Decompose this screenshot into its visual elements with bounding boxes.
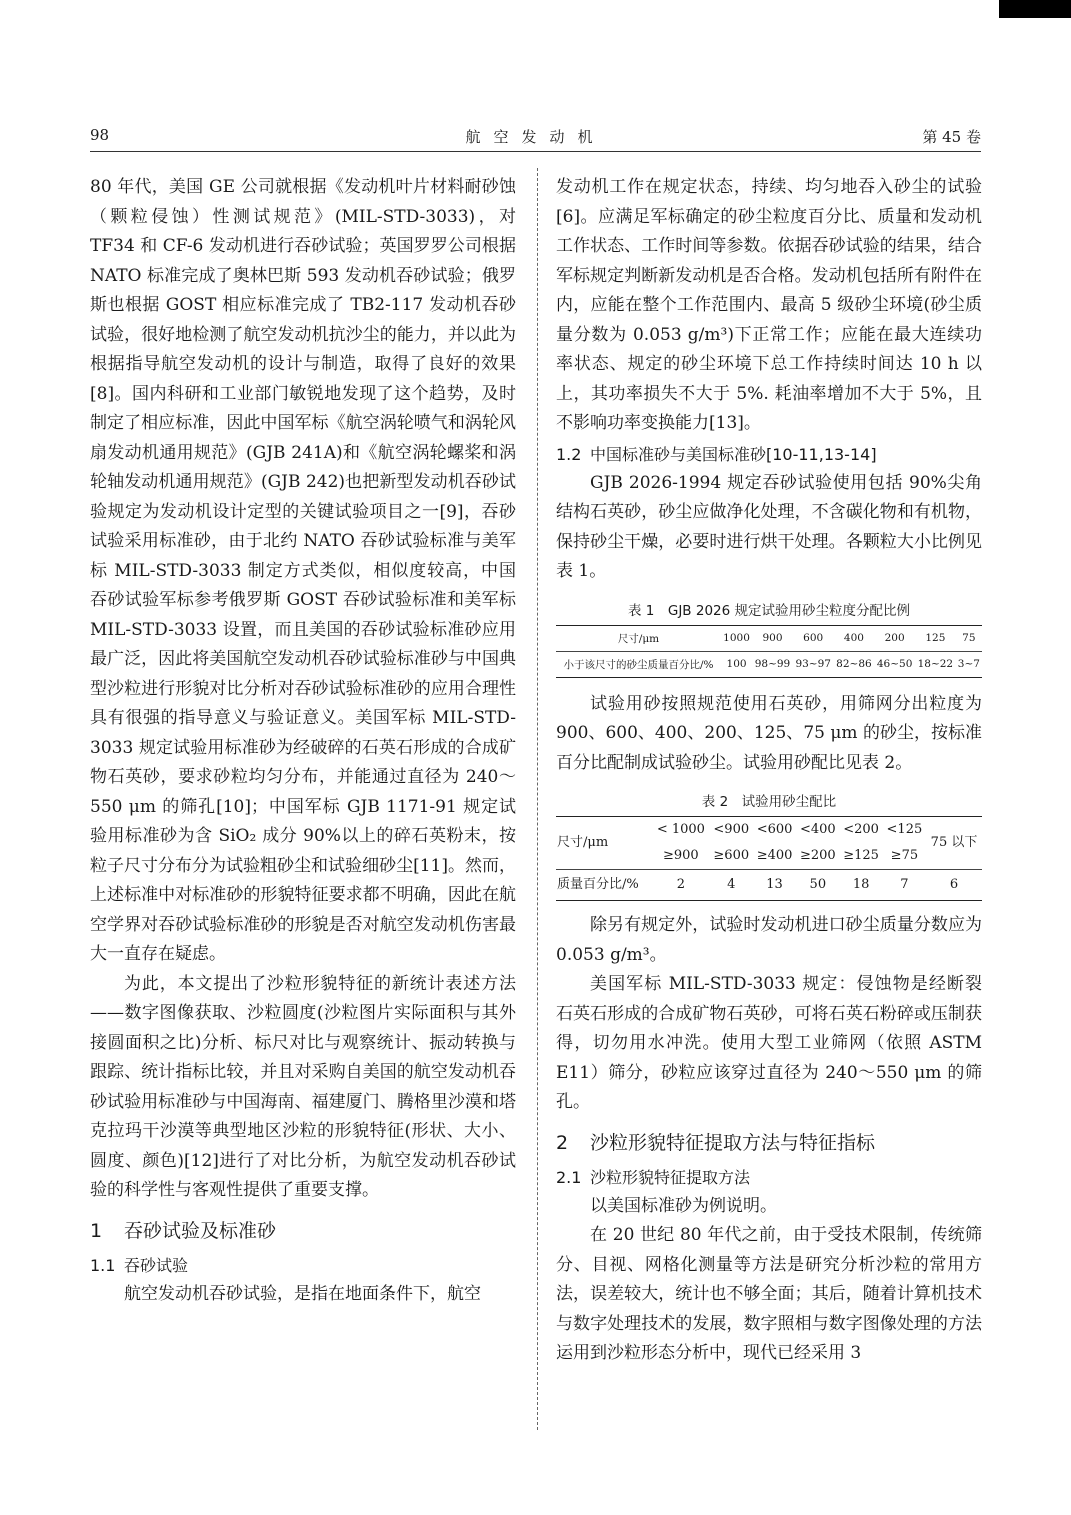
table-cell: <600	[753, 817, 796, 844]
subsection-heading-1-1	[90, 1252, 516, 1280]
table-1	[556, 625, 982, 678]
subsection-number: 1.2	[556, 444, 582, 464]
table-cell: 93~97	[793, 651, 834, 677]
table-cell: ≥900	[652, 843, 710, 870]
section-heading-2	[556, 1128, 982, 1158]
section-number: 2	[556, 1131, 569, 1154]
table-cell-label: 尺寸/μm	[556, 817, 652, 870]
table-cell: 6	[926, 870, 982, 901]
table-cell: 400	[834, 625, 875, 651]
table-cell: 13	[753, 870, 796, 901]
table-cell: 75 以下	[926, 817, 982, 870]
section-title: 沙粒形貌特征提取方法与特征指标	[590, 1131, 876, 1154]
table-2	[556, 816, 982, 901]
table-cell: <400	[796, 817, 839, 844]
left-column	[90, 173, 516, 1309]
table-cell: 82~86	[834, 651, 875, 677]
table-cell: < 1000	[652, 817, 710, 844]
column-divider	[537, 168, 538, 1430]
table-cell: 2	[652, 870, 710, 901]
subsection-number: 2.1	[556, 1167, 582, 1187]
table-cell: 18	[839, 870, 882, 901]
paragraph: GJB 2026-1994 规定吞砂试验使用包括 90%尖角结构石英砂，砂尘应做净化处理，不含碳化物和有机物，保持砂尘干燥，必要时进行烘干处理。各颗粒大小比例见表 1。	[556, 472, 982, 581]
subsection-title: 吞砂试验	[124, 1255, 189, 1275]
running-header	[90, 126, 981, 152]
paragraph: 为此，本文提出了沙粒形貌特征的新统计表述方法——数字图像获取、沙粒圆度(沙粒图片实际面积与其外接圆面积之比)分析、标尺对比与观察统计、振动转换与跟踪、统计指标比较，并且对采购自美国的航空发动机吞砂试验用标准砂与中国海南、福建厦门、腾格里沙漠和塔克拉玛干沙漠等典型地区沙粒的形貌特征(形状、大小、圆度、颜色)[12]进行了对比分析，为航空发动机吞砂试验的科学性与客观性提供了重要支撑。	[90, 973, 516, 1200]
paragraph: 以美国标准砂为例说明。	[590, 1195, 777, 1216]
subsection-number: 1.1	[90, 1255, 116, 1275]
table-cell: ≥125	[839, 843, 882, 870]
table-cell-label: 小于该尺寸的砂尘质量百分比/%	[556, 651, 721, 677]
paragraph: 80 年代，美国 GE 公司就根据《发动机叶片材料耐砂蚀（颗粒侵蚀）性测试规范》(MIL-STD-3033)，对 TF34 和 CF-6 发动机进行吞砂试验；英国罗罗公司根据 NATO 标准完成了奥林巴斯 593 发动机吞砂试验；俄罗斯也根据 GOST 相应标准完成了 TB2-117 发动机吞砂试验，很好地检测了航空发动机抗沙尘的能力，并以此为根据指导航空发动机的设计与制造，取得了良好的效果[8]。国内科研和工业部门敏锐地发现了这个趋势，及时制定了相应标准，因此中国军标《航空涡轮喷气和涡轮风扇发动机通用规范》(GJB 241A)和《航空涡轮螺桨和涡轮轴发动机通用规范》(GJB 242)也把新型发动机吞砂试验规定为发动机设计定型的关键试验项目之一[9]，吞砂试验采用标准砂，由于北约 NATO 吞砂试验标准与美军标 MIL-STD-3033 制定方式类似，相似度较高，中国吞砂试验军标参考俄罗斯 GOST 吞砂试验标准和美军标 MIL-STD-3033 设置，而且美国的吞砂试验标准砂应用最广泛，因此将美国航空发动机吞砂试验标准砂与中国典型沙粒进行形貌对比分析对吞砂试验标准砂的应用合理性具有很强的指导意义与验证意义。美国军标 MIL-STD-3033 规定试验用标准砂为经破碎的石英石形成的合成矿物石英砂，要求砂粒均匀分布，并能通过直径为 240～550 μm 的筛孔[10]；中国军标 GJB 1171-91 规定试验用标准砂为含 SiO₂ 成分 90%以上的碎石英粉末，按粒子尺寸分布分为试验粗砂尘和试验细砂尘[11]。然而，上述标准中对标准砂的形貌特征要求都不明确，因此在航空学界对吞砂试验标准砂的形貌是否对航空发动机伤害最大一直存在疑虑。	[90, 177, 516, 964]
volume-label: 第 45 卷	[922, 128, 981, 146]
table-cell: 600	[793, 625, 834, 651]
table-cell: 18~22	[915, 651, 956, 677]
table-cell: 125	[915, 625, 956, 651]
table-cell: 98~99	[752, 651, 793, 677]
table-cell: 46~50	[874, 651, 915, 677]
paragraph: 航空发动机吞砂试验，是指在地面条件下，航空	[124, 1283, 481, 1304]
table-cell: ≥75	[883, 843, 926, 870]
table-cell-label: 质量百分比/%	[556, 870, 652, 901]
table-cell: 100	[721, 651, 752, 677]
page-number: 98	[90, 126, 110, 144]
table-1-caption: 表 1 GJB 2026 规定试验用砂尘粒度分配比例	[627, 602, 911, 619]
section-title: 吞砂试验及标准砂	[124, 1219, 277, 1242]
table-cell: ≥200	[796, 843, 839, 870]
paragraph: 发动机工作在规定状态，持续、均匀地吞入砂尘的试验[6]。应满足军标确定的砂尘粒度百分比、质量和发动机工作状态、工作时间等参数。依据吞砂试验的结果，结合军标规定判断新发动机是否合格。发动机包括所有附件在内，应能在整个工作范围内、最高 5 级砂尘环境(砂尘质量分数为 0.053 g/m³)下正常工作；应能在最大连续功率状态、规定的砂尘环境下总工作持续时间达 10 h 以上，其功率损失不大于 5%. 耗油率增加不大于 5%，且不影响功率变换能力[13]。	[556, 177, 982, 433]
table-cell: 50	[796, 870, 839, 901]
table-cell: 7	[883, 870, 926, 901]
table-cell-label: 尺寸/μm	[556, 625, 721, 651]
table-row	[556, 870, 982, 901]
table-cell: 75	[956, 625, 982, 651]
table-cell: <900	[710, 817, 753, 844]
table-cell: ≥600	[710, 843, 753, 870]
table-cell: 4	[710, 870, 753, 901]
paragraph: 除另有规定外，试验时发动机进口砂尘质量分数应为 0.053 g/m³。	[556, 915, 982, 965]
right-column	[556, 173, 982, 1369]
subsection-title: 沙粒形貌特征提取方法	[590, 1167, 751, 1187]
paragraph: 在 20 世纪 80 年代之前，由于受技术限制，传统筛分、目视、网格化测量等方法是研究分析沙粒的常用方法，误差较大，统计也不够全面；其后，随着计算机技术与数字处理技术的发展，数字照相与数字图像处理的方法运用到沙粒形态分析中，现代已经采用 3	[556, 1225, 982, 1363]
corner-mark	[999, 0, 1071, 18]
paragraph: 美国军标 MIL-STD-3033 规定：侵蚀物是经断裂石英石形成的合成矿物石英砂，可将石英石粉碎或压制获得，切勿用水冲洗。使用大型工业筛网（依照 ASTM E11）筛分，砂粒应该穿过直径为 240～550 μm 的筛孔。	[556, 974, 982, 1112]
journal-title: 航空发动机	[465, 128, 606, 146]
section-heading-1	[90, 1216, 516, 1246]
header-rule	[90, 151, 981, 152]
table-cell: <200	[839, 817, 882, 844]
table-row	[556, 625, 982, 651]
section-number: 1	[90, 1219, 103, 1242]
table-cell: <125	[883, 817, 926, 844]
subsection-heading-2-1	[556, 1164, 982, 1192]
table-row	[556, 817, 982, 844]
subsection-title: 中国标准砂与美国标准砂[10-11,13-14]	[590, 444, 877, 464]
table-cell: ≥400	[753, 843, 796, 870]
table-cell: 3~7	[956, 651, 982, 677]
table-2-caption: 表 2 试验用砂尘配比	[701, 794, 837, 810]
paragraph: 试验用砂按照规范使用石英砂，用筛网分出粒度为 900、600、400、200、125、75 μm 的砂尘，按标准百分比配制成试验砂尘。试验用砂配比见表 2。	[556, 693, 982, 773]
table-cell: 1000	[721, 625, 752, 651]
table-row	[556, 651, 982, 677]
table-cell: 200	[874, 625, 915, 651]
table-cell: 900	[752, 625, 793, 651]
subsection-heading-1-2	[556, 441, 982, 469]
